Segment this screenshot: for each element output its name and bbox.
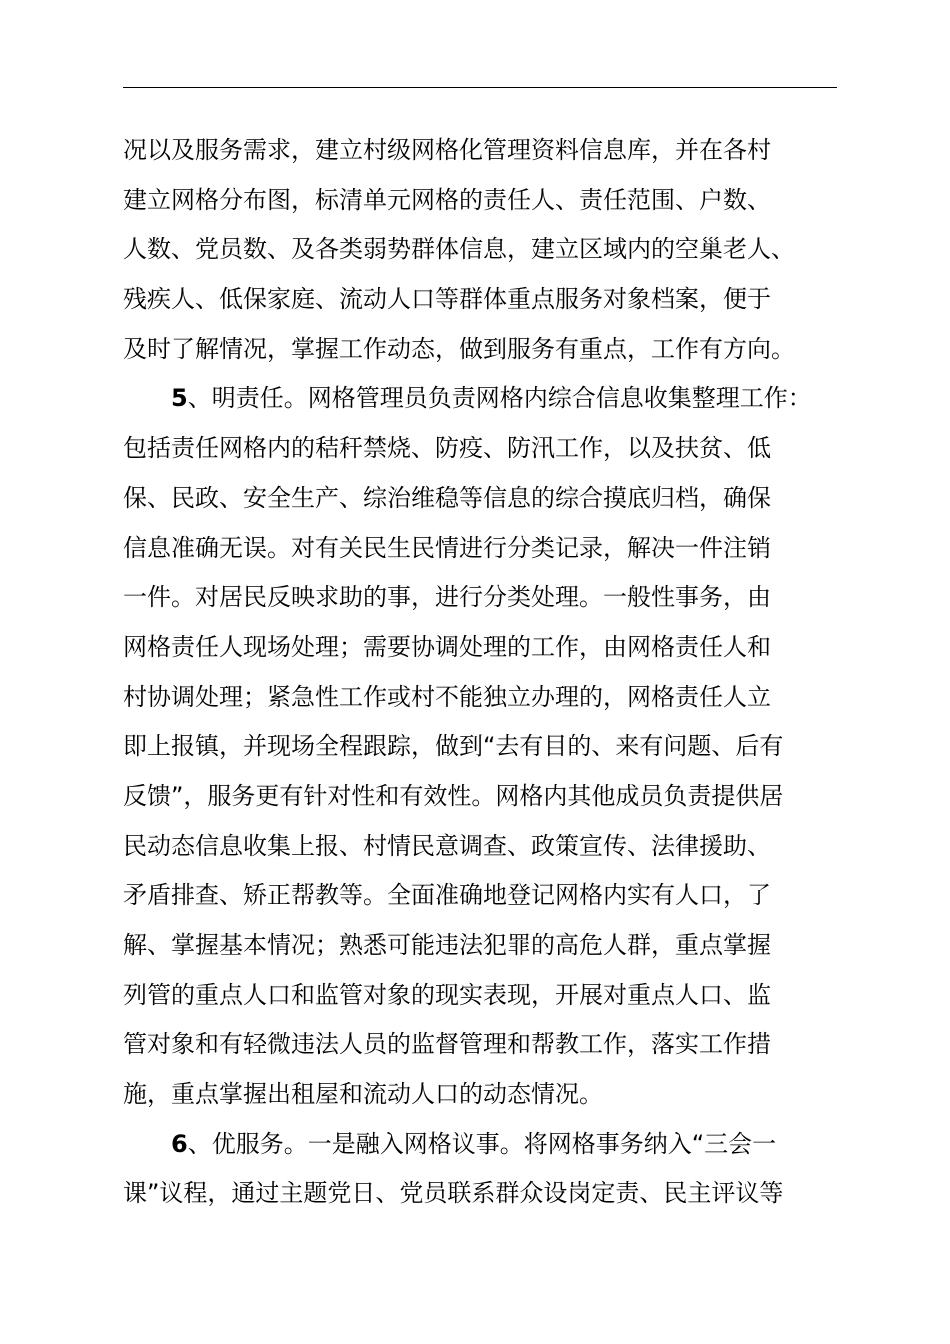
paragraph-item-6: [123, 1120, 863, 1219]
text-line: 管对象和有轻微违法人员的监督管理和帮教工作，落实工作措: [123, 1030, 771, 1059]
text-line: 况以及服务需求，建立村级网格化管理资料信息库，并在各村: [123, 136, 771, 164]
text-line: 及时了解情况，掌握工作动态，做到服务有重点，工作有方向。: [123, 334, 795, 363]
item-heading-text: 、优服务。一是融入网格议事。将网格事务纳入“三会一: [187, 1129, 777, 1158]
text-line: 课”议程，通过主题党日、党员联系群众设岗定责、民主评议等: [123, 1179, 784, 1208]
text-line: 矛盾排查、矫正帮教等。全面准确地登记网格内实有人口，了: [123, 881, 771, 910]
text-line: 即上报镇，并现场全程跟踪，做到“去有目的、来有问题、后有: [123, 732, 784, 761]
text-line: 网格责任人现场处理；需要协调处理的工作，由网格责任人和: [123, 632, 771, 661]
text-line: 村协调处理；紧急性工作或村不能独立办理的，网格责任人立: [123, 682, 771, 711]
text-line: 反馈”，服务更有针对性和有效性。网格内其他成员负责提供居: [123, 781, 784, 810]
text-line: 包括责任网格内的秸秆禁烧、防疫、防汛工作，以及扶贫、低: [123, 434, 771, 463]
text-line: 残疾人、低保家庭、流动人口等群体重点服务对象档案，便于: [123, 285, 771, 314]
text-line: 施，重点掌握出租屋和流动人口的动态情况。: [123, 1080, 603, 1109]
text-line-first: [123, 374, 863, 424]
paragraph-item-5: [123, 374, 863, 1119]
item-number: 5: [171, 384, 188, 413]
item-number: 6: [171, 1129, 188, 1158]
text-line: 建立网格分布图，标清单元网格的责任人、责任范围、户数、: [123, 185, 771, 214]
paragraph-continued: [123, 126, 863, 374]
header-rule: [123, 87, 837, 88]
item-heading-text: 、明责任。网格管理员负责网格内综合信息收集整理工作：: [187, 384, 812, 413]
text-line: 人数、党员数、及各类弱势群体信息，建立区域内的空巢老人、: [123, 235, 795, 264]
document-body: [123, 126, 863, 1219]
text-line: 保、民政、安全生产、综治维稳等信息的综合摸底归档，确保: [123, 483, 771, 512]
text-line: 解、掌握基本情况；熟悉可能违法犯罪的高危人群，重点掌握: [123, 931, 771, 959]
text-line: 列管的重点人口和监管对象的现实表现，开展对重点人口、监: [123, 980, 771, 1009]
text-line-first: [123, 1120, 863, 1170]
text-line: 信息准确无误。对有关民生民情进行分类记录，解决一件注销: [123, 533, 771, 562]
text-line: 一件。对居民反映求助的事，进行分类处理。一般性事务，由: [123, 583, 771, 612]
text-line: 民动态信息收集上报、村情民意调查、政策宣传、法律援助、: [123, 831, 771, 860]
